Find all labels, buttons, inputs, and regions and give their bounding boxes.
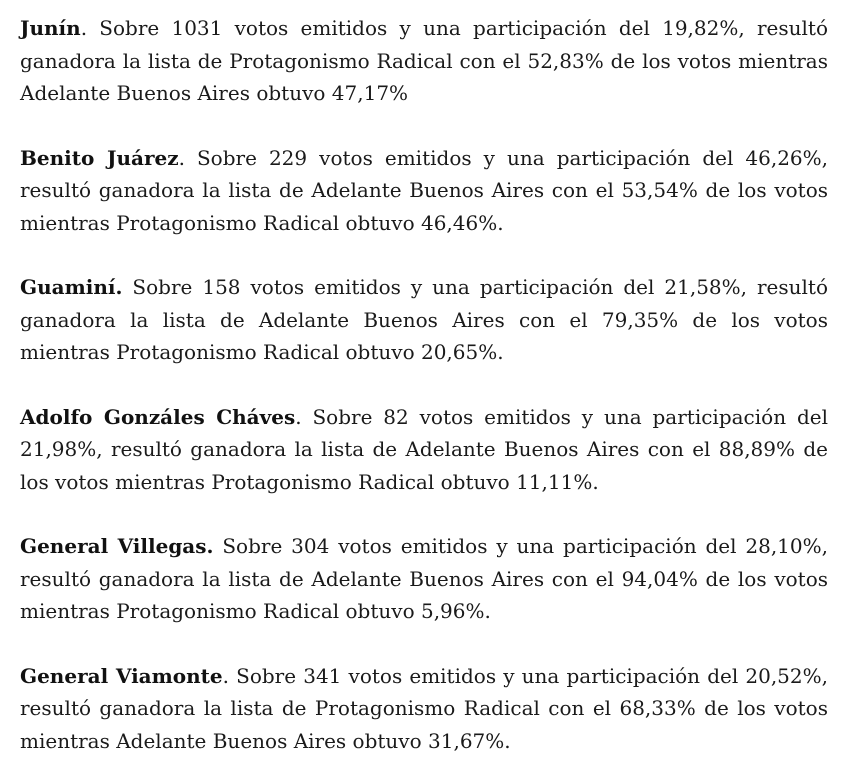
result-paragraph-junin xyxy=(20,12,828,110)
result-text: . Sobre 82 votos emitidos y una participación del 21,98%, resultó ganadora la lista de Adelante Buenos Aires con el 88,89% de los votos mientras Protagonismo Radical obtuvo 11,11%. xyxy=(20,404,828,494)
result-paragraph-guamini xyxy=(20,271,828,369)
place-name: General Villegas. xyxy=(20,534,214,558)
result-paragraph-general-viamonte xyxy=(20,660,828,758)
place-name: Benito Juárez xyxy=(20,145,179,170)
result-text: Sobre 158 votos emitidos y una participación del 21,58%, resultó ganadora la lista de Adelante Buenos Aires con el 79,35% de los votos mientras Protagonismo Radical obtuvo 20,65%. xyxy=(20,275,828,364)
result-text: . Sobre 341 votos emitidos y una participación del 20,52%, resultó ganadora la lista de Protagonismo Radical con el 68,33% de los votos mientras Adelante Buenos Aires obtuvo 31,67%. xyxy=(20,663,828,753)
article-body xyxy=(20,12,828,757)
result-text: Sobre 304 votos emitidos y una participación del 28,10%, resultó ganadora la lista de Adelante Buenos Aires con el 94,04% de los votos mientras Protagonismo Radical obtuvo 5,96%. xyxy=(20,534,828,623)
place-name: General Viamonte xyxy=(20,663,223,688)
place-name: Guaminí. xyxy=(20,275,123,299)
place-name: Junín xyxy=(20,16,81,40)
result-text: . Sobre 229 votos emitidos y una participación del 46,26%, resultó ganadora la lista de Adelante Buenos Aires con el 53,54% de los votos mientras Protagonismo Radical obtuvo 46,46%. xyxy=(20,145,829,235)
result-text: . Sobre 1031 votos emitidos y una participación del 19,82%, resultó ganadora la lista de Protagonismo Radical con el 52,83% de los votos mientras Adelante Buenos Aires obtuvo 47,17% xyxy=(20,16,828,105)
place-name: Adolfo Gonzáles Cháves xyxy=(20,404,296,429)
result-paragraph-general-villegas xyxy=(20,530,828,628)
result-paragraph-benito-juarez xyxy=(20,142,828,240)
result-paragraph-adolfo-gonzales-chaves xyxy=(20,401,828,499)
